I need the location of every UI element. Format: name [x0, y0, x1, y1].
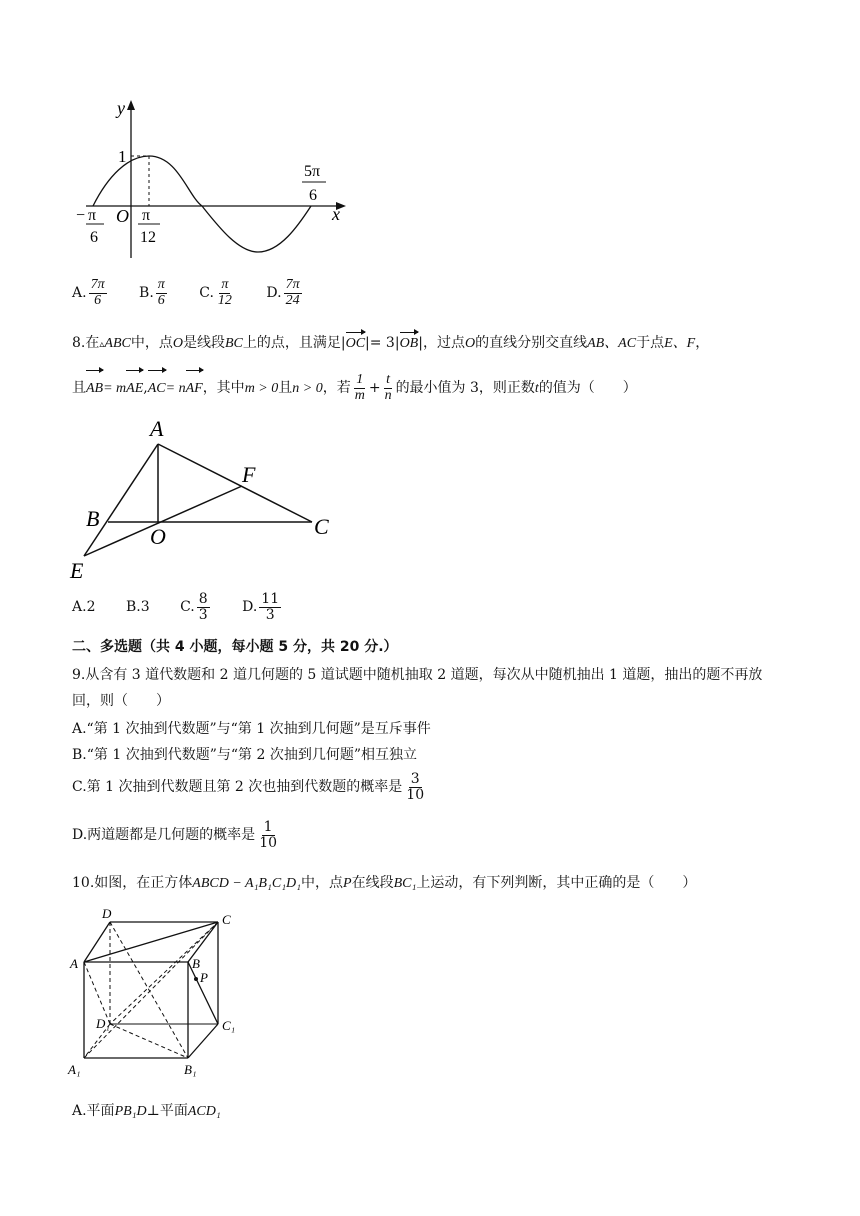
q9-option-b[interactable]: B.“第 1 次抽到代数题”与“第 2 次抽到几何题”相互独立 — [72, 747, 417, 763]
label-F: F — [242, 462, 256, 487]
label-C: C — [314, 514, 329, 539]
q8-line-1: 8.在▵ABC中，点O是线段BC上的点，且满足|OC|= 3|OB|，过点O的直线分别交直线AB、AC于点E、F， — [72, 332, 820, 356]
line-AC — [158, 444, 312, 522]
q8-line-2: 且AB= mAE,AC= nAF，其中m > 0且n > 0，若 $\frac{1}{m}$ + $\frac{t}{n}$ 的最小值为 3，则正数t的值为（ ） — [72, 370, 820, 407]
q9-option-c[interactable]: C.第 1 次抽到代数题且第 2 次也抽到代数题的概率是 $\frac{3}{10}$ — [72, 771, 425, 803]
label-D: D — [102, 906, 112, 921]
origin-label: O — [116, 206, 129, 226]
q9-stem-line-2: 回，则（ ） — [72, 693, 170, 709]
label-B: B — [192, 956, 200, 971]
edge-C1B1 — [188, 1024, 218, 1058]
sine-curve — [93, 156, 311, 252]
x-axis-label: x — [332, 204, 340, 224]
q10-cube-figure — [66, 906, 256, 1082]
y-axis-label: y — [117, 98, 125, 118]
point-P — [194, 977, 198, 981]
left-tick-sign: − — [76, 207, 86, 224]
label-O: O — [150, 524, 166, 549]
section-2-title: 二、多选题（共 4 小题，每小题 5 分，共 20 分.） — [72, 639, 398, 655]
q8-option-d[interactable]: D. $\frac{11}{3}$ — [242, 591, 280, 623]
q7-option-c[interactable]: C. $\frac{\pi}{12}$ — [199, 277, 232, 308]
mid-tick-num: π — [142, 207, 151, 224]
label-B: B — [86, 506, 100, 531]
q8-option-a[interactable]: A. 2 — [72, 599, 96, 616]
right-tick-den: 6 — [309, 187, 317, 204]
q7-option-a[interactable]: A. $\frac{7\pi}{6}$ — [72, 277, 105, 308]
label-C1: C₁ — [222, 1018, 236, 1033]
q7-option-d[interactable]: D. $\frac{7\pi}{24}$ — [266, 277, 300, 308]
label-A: A — [150, 416, 164, 441]
q8-triangle-figure — [66, 412, 346, 588]
label-A1: A₁ — [68, 1062, 81, 1077]
line-D1B1 — [110, 1024, 188, 1058]
q10-stem: 10.如图，在正方体ABCD − A₁B₁C₁D₁中，点P在线段BC₁上运动，有下列判断，其中正确的是（ ） — [72, 875, 697, 891]
q9-stem-line-1: 9.从含有 3 道代数题和 2 道几何题的 5 道试题中随机抽取 2 道题，每次从中随机抽出 1 道题，抽出的题不再放 — [72, 667, 763, 683]
label-C: C — [222, 912, 231, 927]
q7-options — [72, 278, 820, 308]
line-AD1 — [84, 962, 110, 1024]
one-label: 1 — [118, 147, 127, 166]
q8-option-b[interactable]: B. 3 — [125, 599, 150, 616]
label-D1: D₁ — [96, 1016, 110, 1031]
q7-sine-graph — [68, 96, 358, 266]
label-P: P — [200, 970, 208, 985]
left-tick-num: π — [88, 207, 97, 224]
left-tick-den: 6 — [90, 229, 98, 246]
label-A: A — [70, 956, 78, 971]
right-tick-num: 5π — [304, 163, 321, 180]
q9-option-d[interactable]: D.两道题都是几何题的概率是 $\frac{1}{10}$ — [72, 819, 278, 851]
q7-option-b[interactable]: B. $\frac{\pi}{6}$ — [139, 277, 165, 308]
y-axis-arrow — [127, 100, 135, 110]
label-E: E — [70, 558, 84, 583]
mid-tick-den: 12 — [140, 229, 156, 246]
q10-option-a[interactable]: A.平面PB₁D⊥平面ACD₁ — [72, 1103, 221, 1119]
q8-option-c[interactable]: C. $\frac{8}{3}$ — [180, 591, 208, 623]
label-B1: B₁ — [184, 1062, 197, 1077]
q8-options — [72, 592, 820, 622]
q9-option-a[interactable]: A.“第 1 次抽到代数题”与“第 1 次抽到几何题”是互斥事件 — [72, 721, 431, 737]
